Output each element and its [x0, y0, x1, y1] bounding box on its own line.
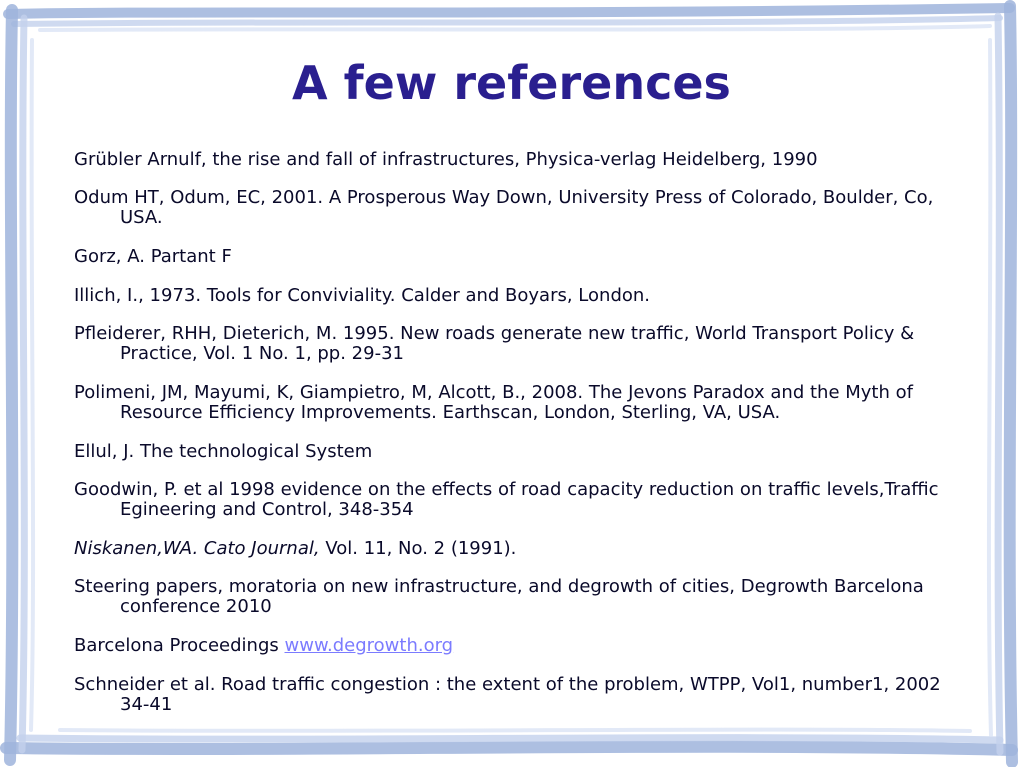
- frame-top-stroke-3: [40, 26, 990, 30]
- frame-left-stroke-3: [31, 40, 33, 730]
- reference-item: [74, 383, 974, 423]
- frame-right-stroke-3: [989, 40, 991, 735]
- reference-item: [74, 150, 974, 170]
- reference-text: Goodwin, P. et al 1998 evidence on the effects of road capacity reduction on traffic levels,Traffic Egineering and Control, 348-354: [74, 479, 939, 520]
- frame-bottom-stroke-2: [20, 738, 1000, 740]
- reference-text: Pfleiderer, RHH, Dieterich, M. 1995. New roads generate new traffic, World Transport Policy & Practice, Vol. 1 No. 1, pp. 29-31: [74, 323, 915, 364]
- reference-text: Grübler Arnulf, the rise and fall of infrastructures, Physica-verlag Heidelberg, 1990: [74, 149, 818, 170]
- reference-text: Vol. 11, No. 2 (1991).: [319, 538, 517, 559]
- reference-item: [74, 539, 974, 559]
- reference-text: Odum HT, Odum, EC, 2001. A Prosperous Way Down, University Press of Colorado, Boulder, Co, USA.: [74, 187, 934, 228]
- degrowth-link[interactable]: www.degrowth.org: [284, 635, 454, 656]
- frame-right-stroke-2: [998, 16, 1000, 752]
- reference-text: Steering papers, moratoria on new infrastructure, and degrowth of cities, Degrowth Barcelona conference 2010: [74, 576, 924, 617]
- reference-text: Schneider et al. Road traffic congestion : the extent of the problem, WTPP, Vol1, number1, 2002 34-41: [74, 674, 941, 715]
- frame-left-stroke: [10, 10, 12, 760]
- reference-item: [74, 286, 974, 306]
- frame-top-stroke-2: [14, 18, 1000, 24]
- reference-item: [74, 636, 974, 656]
- reference-item: [74, 188, 974, 228]
- reference-text: Barcelona Proceedings: [74, 635, 285, 656]
- reference-italic-text: Niskanen,WA. Cato Journal,: [74, 538, 320, 559]
- reference-item: [74, 480, 974, 520]
- frame-top-stroke: [8, 8, 1010, 14]
- reference-text: Ellul, J. The technological System: [74, 441, 373, 462]
- reference-item: [74, 577, 974, 617]
- reference-text: Gorz, A. Partant F: [74, 246, 232, 267]
- slide-title: A few references: [292, 56, 731, 110]
- reference-item: [74, 442, 974, 462]
- reference-item: [74, 675, 974, 715]
- reference-item: [74, 247, 974, 267]
- reference-text: Polimeni, JM, Mayumi, K, Giampietro, M, Alcott, B., 2008. The Jevons Paradox and the Myth of Resource Efficiency Improvements. Earthscan, London, Sterling, VA, USA.: [74, 382, 913, 423]
- reference-item: [74, 324, 974, 364]
- frame-bottom-stroke-3: [60, 730, 970, 731]
- frame-left-stroke-2: [22, 18, 24, 750]
- reference-text: Illich, I., 1973. Tools for Conviviality. Calder and Boyars, London.: [74, 285, 651, 306]
- frame-right-stroke: [1010, 6, 1012, 762]
- frame-bottom-stroke: [6, 747, 1012, 750]
